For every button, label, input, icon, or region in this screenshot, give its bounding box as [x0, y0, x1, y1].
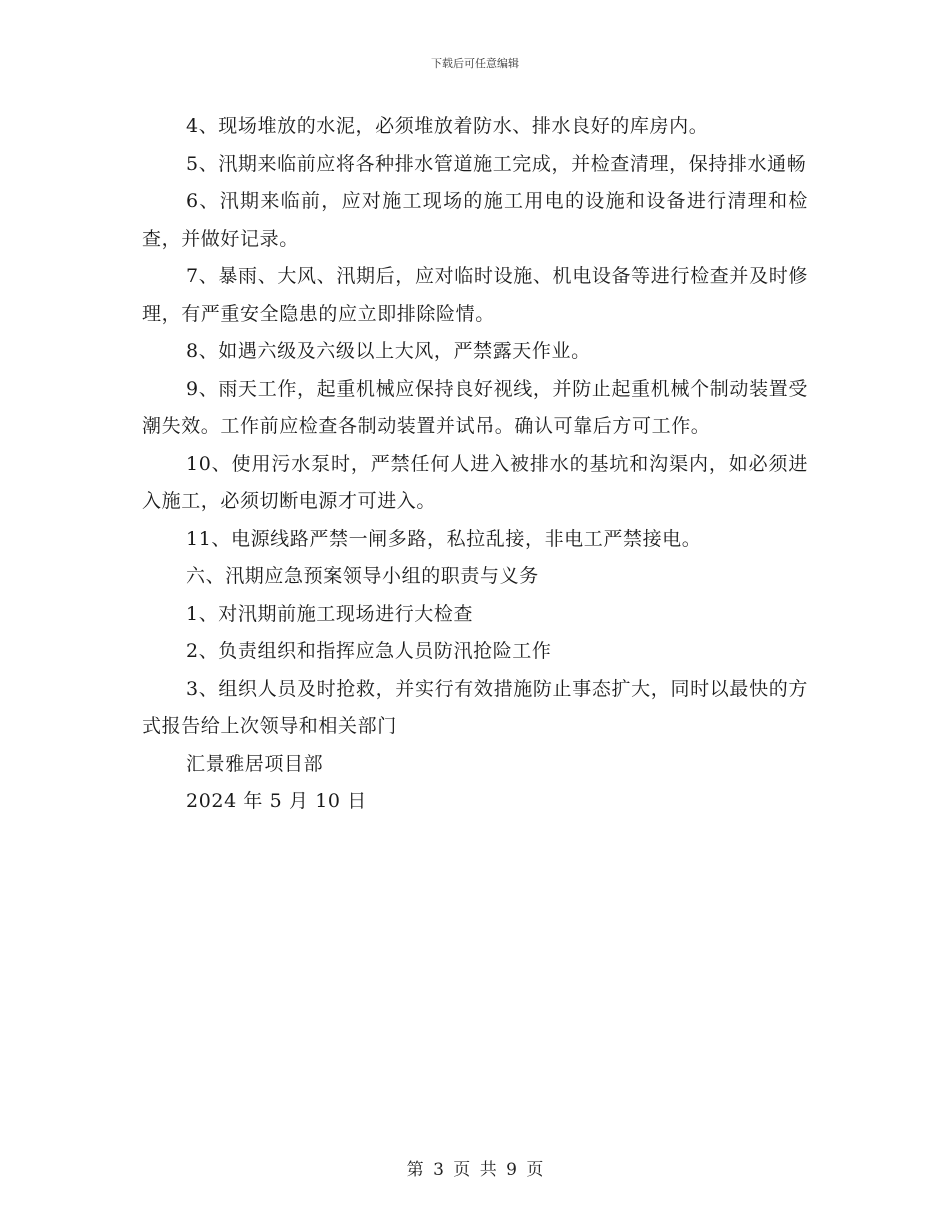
duty-item-1: 1、对汛期前施工现场进行大检查 — [186, 602, 474, 625]
document-body — [142, 108, 808, 821]
paragraph-item-9: 9、雨天工作，起重机械应保持良好视线，并防止起重机械个制动装置受潮失效。工作前应检查各制动装置并试吊。确认可靠后方可工作。 — [142, 377, 808, 437]
paragraph-item-8: 8、如遇六级及六级以上大风，严禁露天作业。 — [186, 340, 591, 362]
section-heading-six: 六、汛期应急预案领导小组的职责与义务 — [186, 565, 539, 587]
page-header: 下载后可任意编辑 — [431, 57, 519, 70]
duty-item-2: 2、负责组织和指挥应急人员防汛抢险工作 — [186, 640, 552, 662]
paragraph-item-7: 7、暴雨、大风、汛期后，应对临时设施、机电设备等进行检查并及时修理，有严重安全隐患的应立即排除险情。 — [142, 265, 808, 325]
paragraph-item-4: 4、现场堆放的水泥，必须堆放着防水、排水良好的库房内。 — [186, 115, 709, 137]
signature-department: 汇景雅居项目部 — [186, 752, 324, 775]
paragraph-item-10: 10、使用污水泵时，严禁任何人进入被排水的基坑和沟渠内，如必须进入施工，必须切断电源才可进入。 — [142, 452, 808, 512]
paragraph-item-5: 5、汛期来临前应将各种排水管道施工完成，并检查清理，保持排水通畅 — [186, 152, 807, 175]
duty-item-3: 3、组织人员及时抢救，并实行有效措施防止事态扩大，同时以最快的方式报告给上次领导和相关部门 — [142, 677, 808, 737]
page-footer: 第 3 页 共 9 页 — [406, 1160, 544, 1180]
signature-date: 2024 年 5 月 10 日 — [186, 790, 367, 812]
paragraph-item-6: 6、汛期来临前，应对施工现场的施工用电的设施和设备进行清理和检查，并做好记录。 — [142, 190, 808, 250]
paragraph-item-11: 11、电源线路严禁一闸多路，私拉乱接，非电工严禁接电。 — [186, 527, 702, 550]
